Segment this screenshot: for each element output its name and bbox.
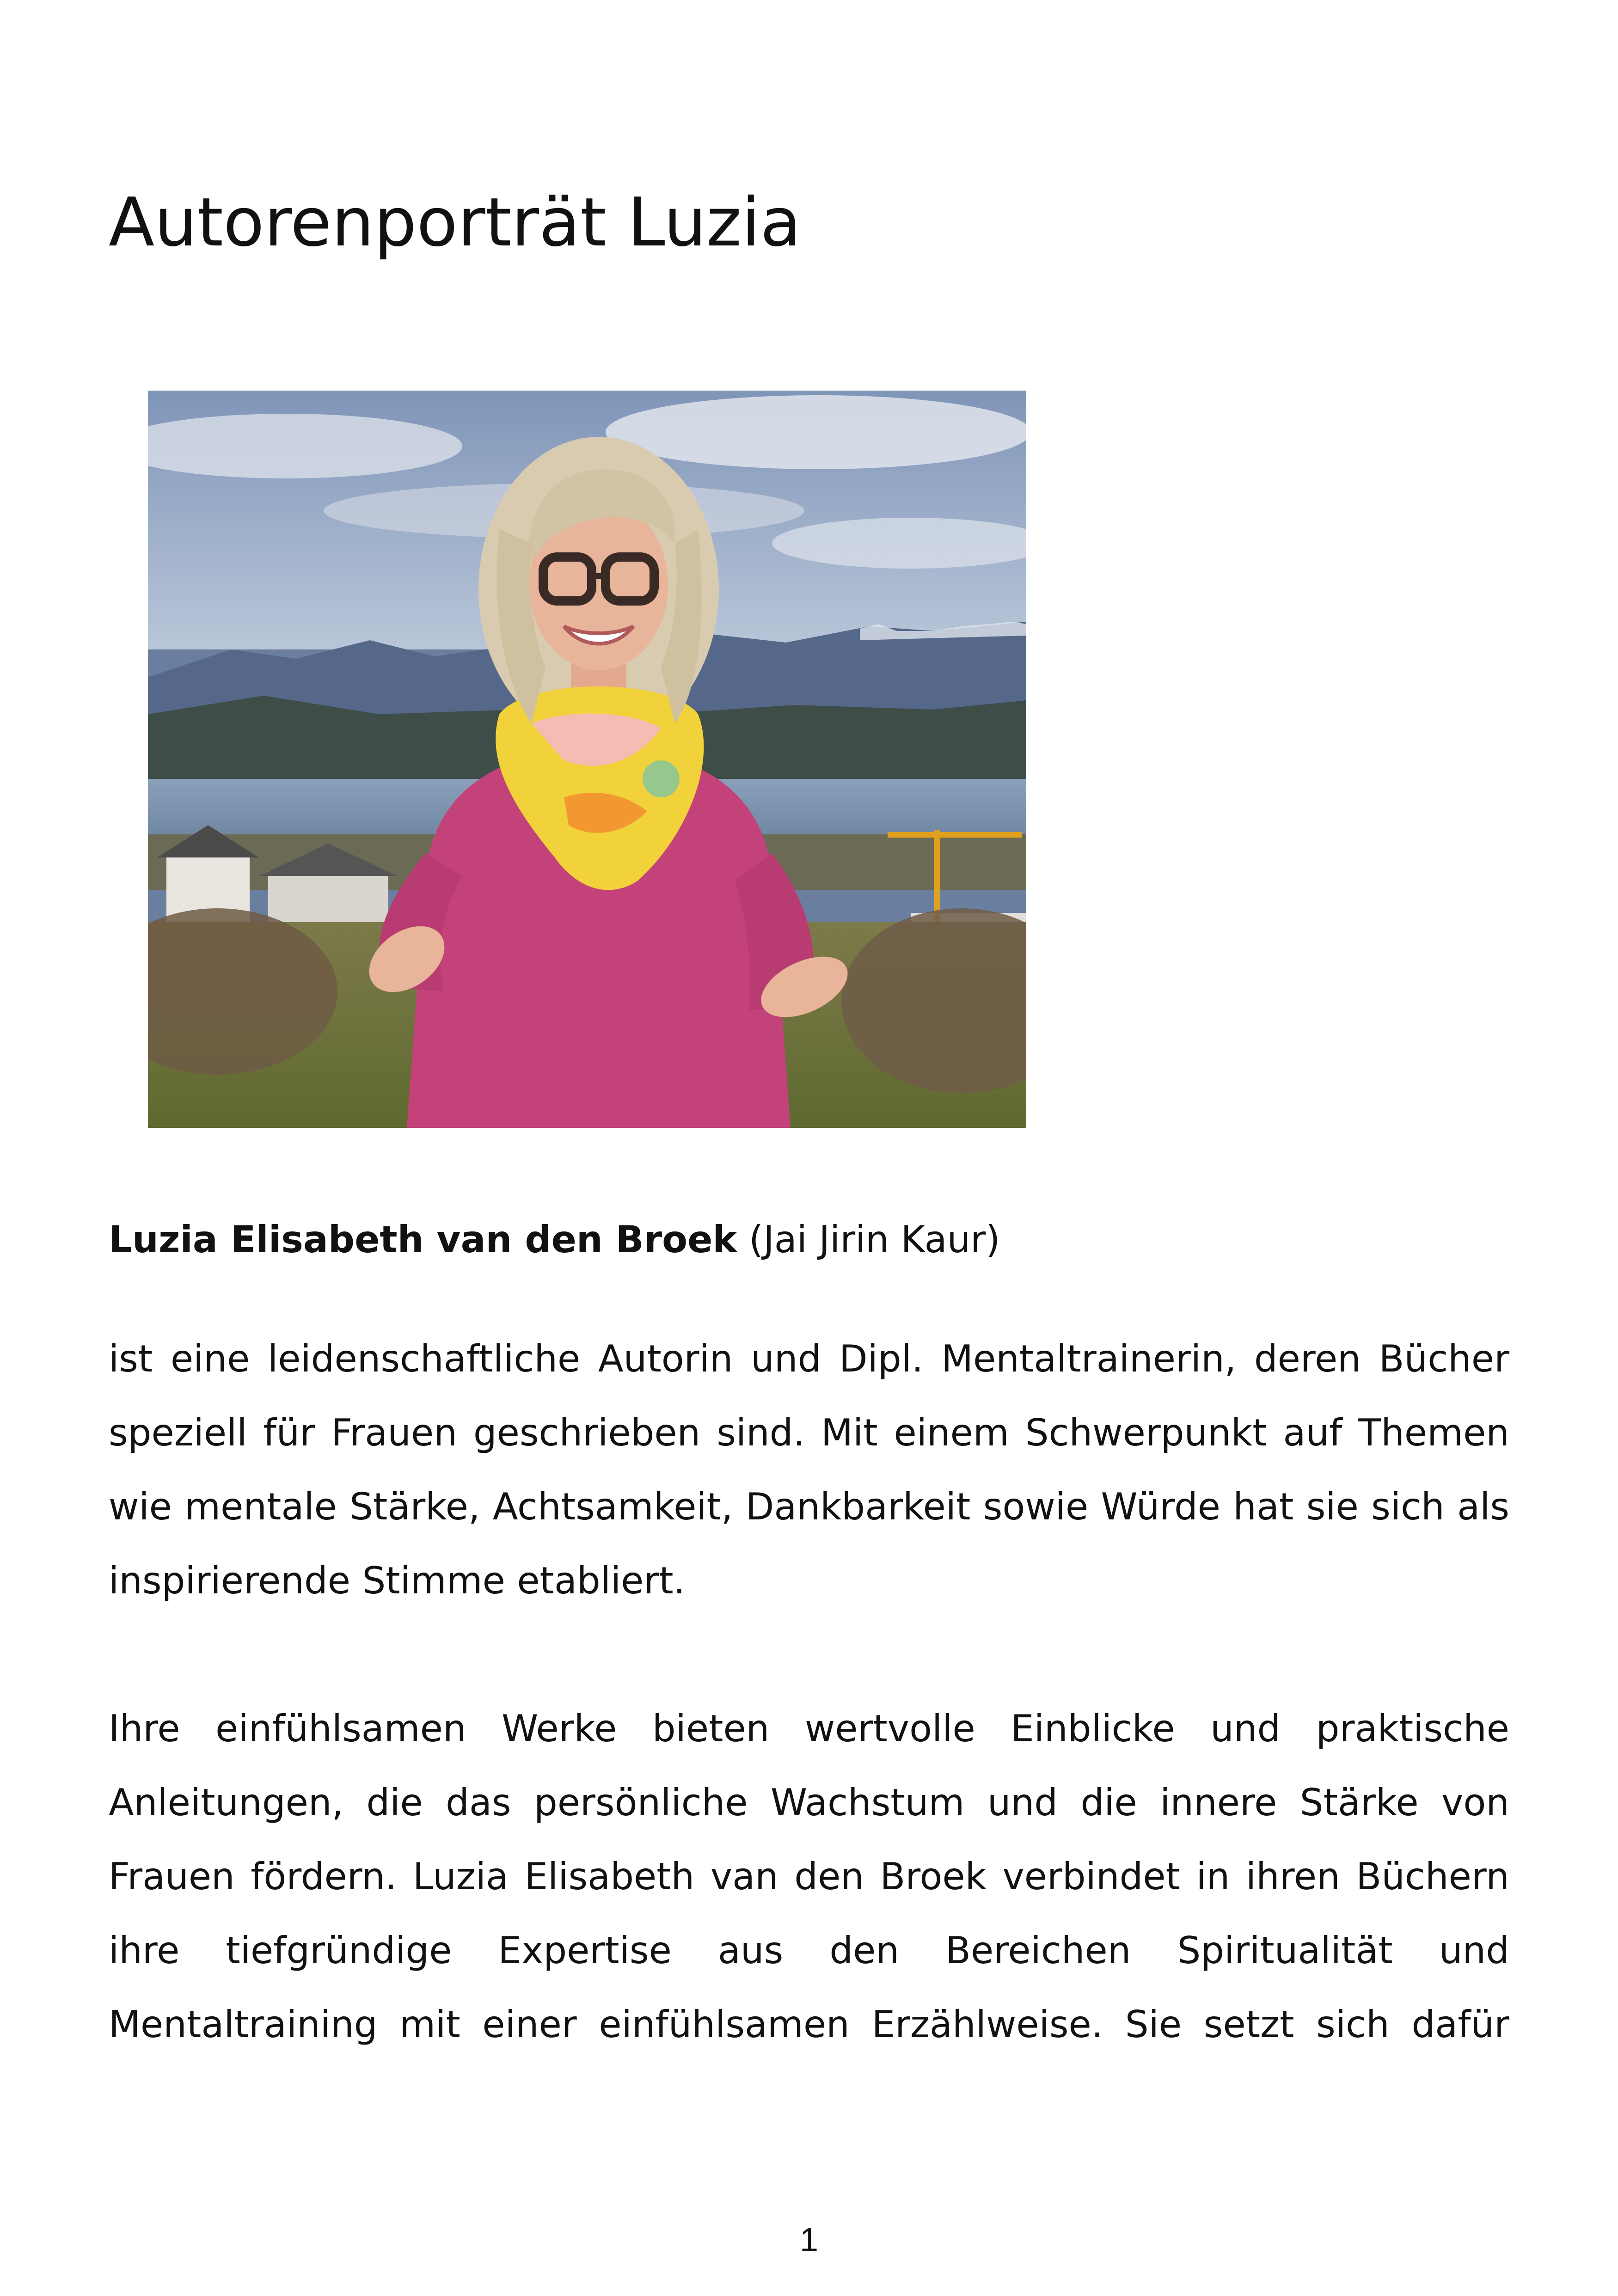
page-title: Autorenporträt Luzia (109, 184, 802, 262)
paragraph-1: ist eine leidenschaftliche Autorin und Dipl. Mentaltrainerin, deren Bücher speziell für Frauen geschrieben sind. Mit einem Schwerpunkt auf Themen wie mentale Stärke, Achtsamkeit, Dankbarkeit sowie Würde hat sie sich als inspirierende Stimme etabliert. (109, 1337, 1509, 1602)
author-name: Luzia Elisabeth van den Broek (109, 1218, 737, 1261)
glasses-bridge (589, 573, 608, 579)
paragraph-2: Ihre einfühlsamen Werke bieten wertvolle Einblicke und praktische Anleitungen, die das persönliche Wachstum und die innere Stärke von Frauen fördern. Luzia Elisabeth van den Broek verbindet in ihren Büchern ihre tiefgründige Expertise aus den Bereichen Spiritualität und Mentaltraining mit einer einfühlsamen Erzählweise. Sie setzt sich dafür (109, 1707, 1509, 2046)
house (268, 871, 388, 922)
author-portrait-image (148, 391, 1026, 1128)
page-number: 1 (799, 2222, 819, 2259)
author-photo (148, 391, 1026, 1128)
author-name-line (109, 1216, 1509, 1264)
crane (888, 832, 1022, 838)
scarf-pattern (643, 760, 680, 797)
cloud (606, 395, 1026, 469)
author-alias: (Jai Jirin Kaur) (748, 1218, 1000, 1261)
